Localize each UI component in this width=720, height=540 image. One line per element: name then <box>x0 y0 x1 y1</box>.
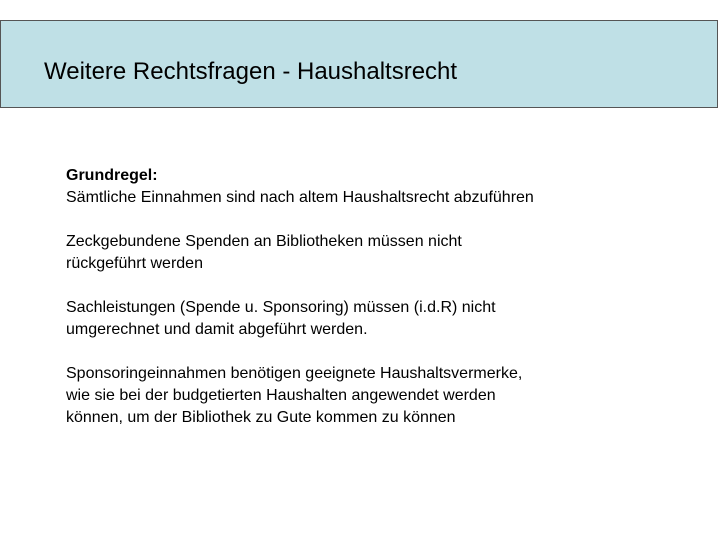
slide-title: Weitere Rechtsfragen - Haushaltsrecht <box>44 58 458 85</box>
paragraph-heading: Grundregel: <box>66 167 158 184</box>
paragraph-line: umgerechnet und damit abgeführt werden. <box>66 321 368 338</box>
paragraph-line: Sponsoringeinnahmen benötigen geeignete Haushaltsvermerke, <box>66 365 523 382</box>
paragraph-sponsoring <box>66 363 686 429</box>
paragraph-line: wie sie bei der budgetierten Haushalten angewendet werden <box>66 387 496 404</box>
paragraph-spenden <box>66 231 686 275</box>
slide-body <box>66 165 686 451</box>
paragraph-sachleistungen <box>66 297 686 341</box>
paragraph-line: Sachleistungen (Spende u. Sponsoring) müssen (i.d.R) nicht <box>66 299 496 316</box>
paragraph-line: können, um der Bibliothek zu Gute kommen zu können <box>66 409 456 426</box>
paragraph-line: Sämtliche Einnahmen sind nach altem Haushaltsrecht abzuführen <box>66 189 534 206</box>
paragraph-line: Zeckgebundene Spenden an Bibliotheken müssen nicht <box>66 233 462 250</box>
paragraph-line: rückgeführt werden <box>66 255 203 272</box>
paragraph-grundregel <box>66 165 686 209</box>
